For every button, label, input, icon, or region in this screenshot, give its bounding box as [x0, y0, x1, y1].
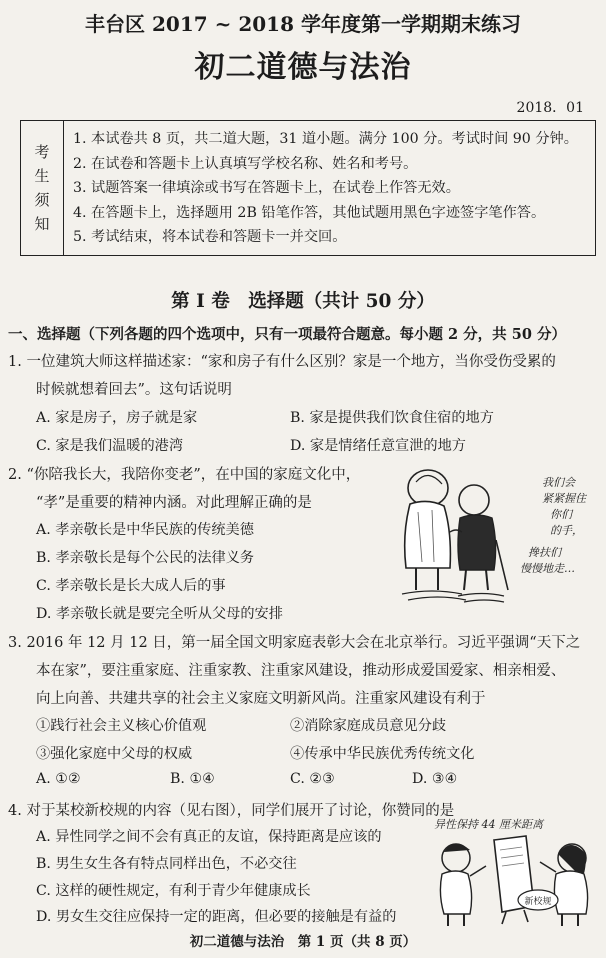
illustration-speech-line: 的手， — [550, 524, 583, 537]
question-4-option-a: A. 异性同学之间不会有真正的友谊，保持距离是应该的 — [36, 829, 382, 845]
elderly-couple-illustration — [388, 462, 598, 610]
question-3-option-b: B. ①④ — [170, 771, 215, 787]
question-4-stem: 4. 对于某校新校规的内容（见右图），同学们展开了讨论，你赞同的是 — [8, 803, 455, 819]
question-1-stem: 1. 一位建筑大师这样描述家：“家和房子有什么区别？家是一个地方，当你受伤受累的 — [8, 354, 556, 370]
question-1-option-b: B. 家是提供我们饮食住宿的地方 — [290, 410, 494, 426]
question-2-option-c: C. 孝亲敬长是长大成人后的事 — [36, 578, 226, 594]
notice-item: 3. 试题答案一律填涂或书写在答题卡上，在试卷上作答无效。 — [73, 180, 460, 196]
question-3-stem: 向上向善、共建共享的社会主义家庭文明新风尚。注重家风建设有利于 — [36, 691, 486, 707]
question-4-option-b: B. 男生女生各有特点同样出色，不必交往 — [36, 856, 297, 872]
question-2-stem: 2. “你陪我长大，我陪你变老”，在中国的家庭文化中， — [8, 467, 361, 483]
question-3-item: ④传承中华民族优秀传统文化 — [290, 746, 475, 762]
question-3-option-c: C. ②③ — [290, 771, 335, 787]
page-footer: 初二道德与法治 第 1 页（共 8 页） — [189, 934, 417, 950]
exam-date: 2018．01 — [516, 100, 584, 116]
notice-item: 1. 本试卷共 8 页，共二道大题，31 道小题。满分 100 分。考试时间 90 分钟。 — [73, 131, 578, 147]
illustration-speech-line: 慢慢地走… — [520, 562, 575, 575]
question-2-option-a: A. 孝亲敬长是中华民族的传统美德 — [36, 522, 254, 538]
notice-label-char: 知 — [34, 215, 50, 233]
question-3-stem: 本在家”，要注重家庭、注重家教、注重家风建设，推动形成爱国爱家、相亲相爱、 — [36, 663, 566, 679]
new-school-rules-illustration — [428, 812, 598, 930]
question-1-option-d: D. 家是情绪任意宣泄的地方 — [290, 438, 466, 454]
illustration-speech-line: 你们 — [550, 508, 572, 521]
illustration-caption: 异性保持 44 厘米距离 — [434, 818, 543, 831]
illustration-speech-line: 我们会 — [542, 476, 575, 489]
question-4-option-d: D. 男女生交往应保持一定的距离，但必要的接触是有益的 — [36, 909, 397, 925]
question-2-stem: “孝”是重要的精神内涵。对此理解正确的是 — [36, 495, 312, 511]
illustration-speech-line: 紧紧握住 — [542, 492, 586, 505]
question-1-option-a: A. 家是房子，房子就是家 — [36, 410, 198, 426]
question-1-option-c: C. 家是我们温暖的港湾 — [36, 438, 184, 454]
question-2-option-b: B. 孝亲敬长是每个公民的法律义务 — [36, 550, 255, 566]
question-1-stem: 时候就想着回去”。这句话说明 — [36, 382, 232, 398]
question-4-option-c: C. 这样的硬性规定，有利于青少年健康成长 — [36, 883, 311, 899]
question-3-option-a: A. ①② — [36, 771, 81, 787]
question-3-stem: 3. 2016 年 12 月 12 日，第一届全国文明家庭表彰大会在北京举行。习近平强调“天下之 — [8, 635, 581, 651]
notice-label — [21, 121, 64, 255]
question-3-option-d: D. ③④ — [412, 771, 458, 787]
part-title: 第 Ⅰ 卷 选择题（共计 50 分） — [171, 291, 435, 312]
notice-label-char: 须 — [34, 191, 50, 209]
notice-item: 2. 在试卷和答题卡上认真填写学校名称、姓名和考号。 — [73, 155, 418, 172]
illustration-sign: 新校规 — [524, 897, 552, 907]
exam-title: 丰台区 2017 ~ 2018 学年度第一学期期末练习 — [85, 12, 521, 36]
question-3-item: ③强化家庭中父母的权威 — [36, 746, 193, 762]
illustration-speech-line: 搀扶们 — [528, 546, 561, 559]
notice-item: 4. 在答题卡上，选择题用 2B 铅笔作答，其他试题用黑色字迹签字笔作答。 — [73, 204, 546, 221]
exam-notice-box — [20, 120, 596, 256]
section-heading: 一、选择题（下列各题的四个选项中，只有一项最符合题意。每小题 2 分，共 50 分） — [8, 326, 566, 343]
subject-title: 初二道德与法治 — [194, 50, 412, 85]
notice-list — [73, 127, 578, 250]
notice-label-char: 考 — [34, 143, 50, 161]
notice-label-char: 生 — [34, 167, 50, 185]
question-3-item: ②消除家庭成员意见分歧 — [290, 718, 447, 734]
question-3-item: ①践行社会主义核心价值观 — [36, 718, 207, 734]
question-2-option-d: D. 孝亲敬长就是要完全听从父母的安排 — [36, 606, 283, 622]
notice-item: 5. 考试结束，将本试卷和答题卡一并交回。 — [73, 229, 347, 245]
